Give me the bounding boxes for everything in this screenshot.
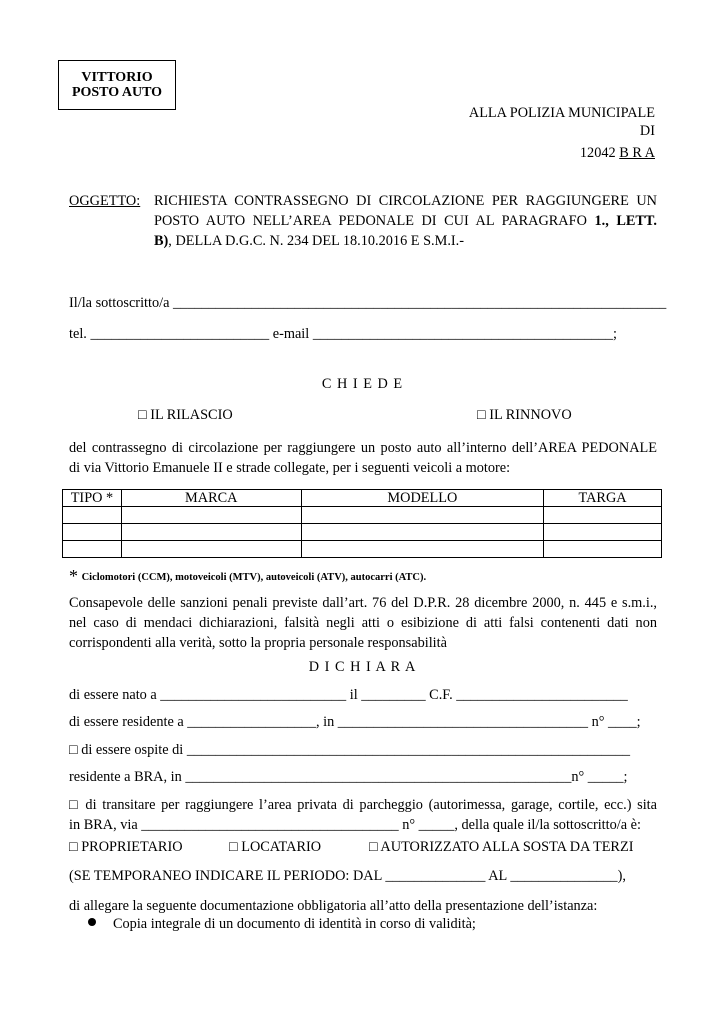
subject-line-2-normal: POSTO AUTO NELL’AREA PEDONALE DI CUI AL PARAGRAFO	[154, 213, 595, 229]
table-row	[63, 507, 662, 524]
cell-marca[interactable]	[121, 541, 301, 558]
subject-label: OGGETTO:	[69, 193, 141, 209]
cell-targa[interactable]	[544, 507, 662, 524]
cell-modello[interactable]	[301, 507, 544, 524]
subject-line-3	[154, 234, 464, 248]
subject-line-3-bold: B)	[154, 233, 169, 249]
attachment-item-1: Copia integrale di un documento di identità in corso di validità;	[113, 916, 476, 932]
postcode: 12042	[579, 145, 616, 161]
role-tenant: □ LOCATARIO	[229, 839, 322, 855]
cell-targa[interactable]	[544, 524, 662, 541]
box-line-2: POSTO AUTO	[71, 85, 163, 101]
subject-line-2-bold: 1., LETT.	[594, 213, 657, 229]
option-issue: □ IL RILASCIO	[138, 407, 233, 423]
applicant-contact-line: tel. _________________________ e-mail __________________________________________;	[69, 326, 618, 342]
applicant-name-line: Il/la sottoscritto/a _____________________________________________________________________	[69, 295, 667, 311]
transit-line-1: □ di transitare per raggiungere l’area privata di parcheggio (autorimessa, garage, cortile, ecc.) sita	[69, 797, 657, 813]
cell-tipo[interactable]	[63, 507, 122, 524]
cell-modello[interactable]	[301, 524, 544, 541]
table-row	[63, 541, 662, 558]
guest-line: □ di essere ospite di ______________________________________________________________	[69, 742, 631, 758]
request-intro-line-1: del contrassegno di circolazione per raggiungere un posto auto all’interno dell’AREA PEDONALE	[69, 440, 657, 456]
cell-modello[interactable]	[301, 541, 544, 558]
subject-line-3-normal: , DELLA D.G.C. N. 234 DEL 18.10.2016 E S.M.I.-	[168, 233, 465, 249]
cell-tipo[interactable]	[63, 524, 122, 541]
header-marca: MARCA	[121, 490, 301, 507]
vehicles-table	[62, 489, 662, 558]
attachment-intro: di allegare la seguente documentazione obbligatoria all’atto della presentazione dell’istanza:	[69, 898, 598, 914]
subject-line-2	[154, 214, 657, 228]
header-targa: TARGA	[544, 490, 662, 507]
header-tipo: TIPO *	[63, 490, 122, 507]
cell-targa[interactable]	[544, 541, 662, 558]
temporary-period-line: (SE TEMPORANEO INDICARE IL PERIODO: DAL ______________ AL _______________),	[69, 868, 626, 884]
transit-line-2: in BRA, via ____________________________________ n° _____, della quale il/la sottoscritto/a è:	[69, 817, 641, 833]
role-owner: □ PROPRIETARIO	[69, 839, 183, 855]
awareness-line-3: corrispondenti alla verità, sotto la propria personale responsabilità	[69, 635, 447, 651]
city: B R A	[619, 145, 655, 161]
awareness-line-1: Consapevole delle sanzioni penali previste dall’art. 76 del D.P.R. 28 dicembre 2000, n. 445 e s.m.i.,	[69, 595, 657, 611]
option-renewal: □ IL RINNOVO	[477, 407, 572, 423]
cell-tipo[interactable]	[63, 541, 122, 558]
table-header-row	[63, 490, 662, 507]
awareness-line-2: nel caso di mendaci dichiarazioni, falsità negli atti o esibizione di atti falsi contenenti dati non	[69, 615, 657, 631]
header-modello: MODELLO	[301, 490, 544, 507]
recipient-city-line	[580, 146, 655, 160]
table-row	[63, 524, 662, 541]
born-line: di essere nato a __________________________ il _________ C.F. ________________________	[69, 687, 628, 703]
subject-line-1: RICHIESTA CONTRASSEGNO DI CIRCOLAZIONE PER RAGGIUNGERE UN	[154, 193, 657, 209]
cell-marca[interactable]	[121, 524, 301, 541]
bullet-icon	[88, 918, 96, 926]
footnote-asterisk: *	[69, 566, 78, 586]
footnote-text: Ciclomotori (CCM), motoveicoli (MTV), autoveicoli (ATV), autocarri (ATC).	[81, 572, 427, 583]
box-line-1: VITTORIO	[81, 70, 153, 85]
chiede-heading: C H I E D E	[321, 376, 404, 392]
resident-bra-line: residente a BRA, in ______________________________________________________n° _____;	[69, 769, 628, 785]
vittorio-posto-auto-box	[58, 60, 176, 110]
request-intro-line-2: di via Vittorio Emanuele II e strade collegate, per i seguenti veicoli a motore:	[69, 460, 511, 476]
recipient-line-2: DI	[639, 123, 655, 139]
resident-line: di essere residente a __________________, in ___________________________________ n° ____;	[69, 714, 641, 730]
role-authorized: □ AUTORIZZATO ALLA SOSTA DA TERZI	[369, 839, 634, 855]
footnote	[69, 567, 426, 586]
dichiara-heading: D I C H I A R A	[308, 659, 417, 675]
recipient-line-1: ALLA POLIZIA MUNICIPALE	[468, 105, 655, 121]
cell-marca[interactable]	[121, 507, 301, 524]
